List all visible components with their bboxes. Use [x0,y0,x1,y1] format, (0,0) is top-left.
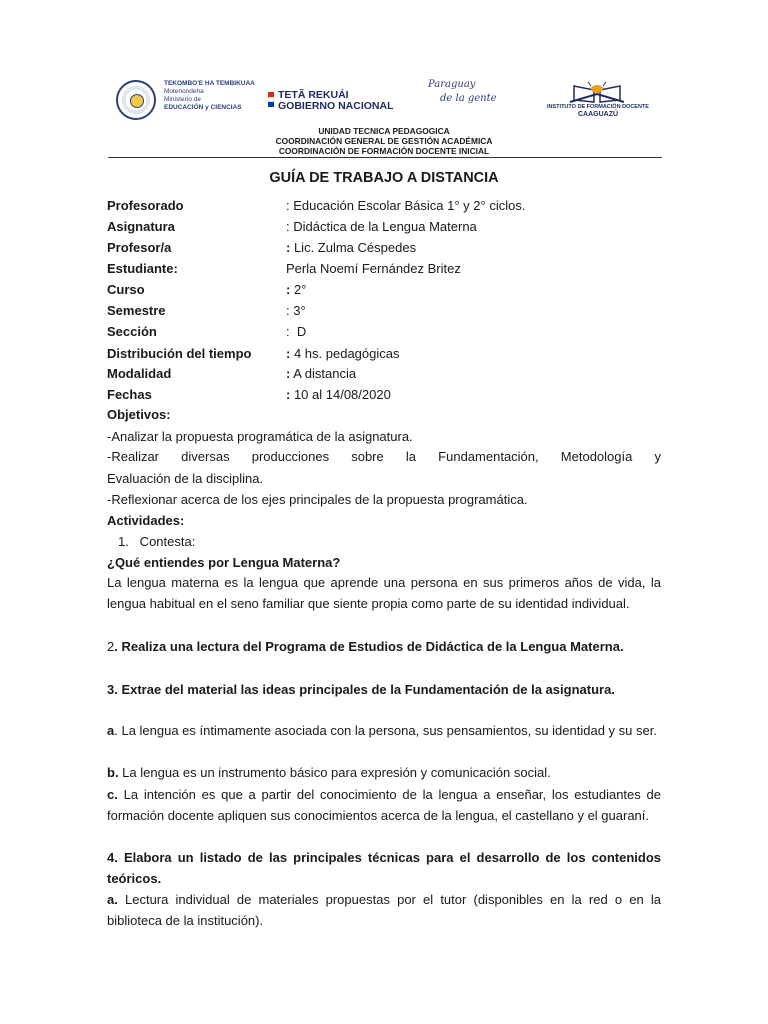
answer-4a [107,889,661,931]
mec-line-3: Ministerio de [164,96,201,103]
field-value-text: 4 hs. pedagógicas [290,346,400,361]
inst-line-1: INSTITUTO DE FORMACIÓN DOCENTE [547,104,649,110]
field-value-text: 10 al 14/08/2020 [290,387,391,402]
answer-3b [107,762,661,783]
field-label-estudiante: Estudiante: [107,261,178,276]
answer-text: . La lengua es íntimamente asociada con la persona, sus pensamientos, su identidad y su ser. [114,723,657,738]
gov-line-1: TETÃ REKUÁI [278,89,349,101]
field-label-distribucion: Distribución del tiempo [107,346,252,361]
actividad-item: 1. Contesta: [118,534,196,549]
mec-logo [164,80,255,112]
field-label-profesor: Profesor/a [107,240,172,255]
question-1: ¿Qué entiendes por Lengua Materna? [107,555,341,570]
field-colon: : [286,240,291,255]
answer-text: La intención es que a partir del conocimiento de la lengua a enseñar, los estudiantes de formación docente apliquen sus conocimientos acerca de la lengua, el castellano y el guaraní. [107,787,661,823]
question-2 [107,636,661,657]
field-value-asignatura: : Didáctica de la Lengua Materna [286,219,477,234]
field-colon: : [286,346,291,361]
objetivos-heading: Objetivos: [107,407,171,422]
field-label-asignatura: Asignatura [107,219,175,234]
field-value-text: Lic. Zulma Céspedes [290,240,417,255]
question-4-text: 4. Elabora un listado de las principales técnicas para el desarrollo de los contenidos teóricos. [107,850,661,886]
flag-icon [268,92,274,107]
national-seal-icon [116,80,156,120]
header-divider [108,157,662,158]
institute-name [534,104,662,118]
objetivo-item: -Analizar la propuesta programática de la asignatura. [107,429,413,444]
field-value-fechas [286,386,391,403]
field-value-modalidad [286,365,356,382]
unit-heading [108,126,660,156]
answer-mark: c. [107,787,118,802]
unit-line-2: COORDINACIÓN GENERAL DE GESTIÓN ACADÉMICA [275,136,493,146]
field-label-profesorado: Profesorado [107,198,184,213]
paraguay-logo [428,78,497,106]
field-value-text: A distancia [290,366,357,381]
mec-line-2: Motenondeha [164,88,204,95]
gov-line-2: GOBIERNO NACIONAL [278,100,394,112]
field-value-curso [286,281,306,298]
objetivo-item: -Realizar diversas producciones sobre la Fundamentación, Metodología y [107,449,661,464]
field-colon: : [286,366,291,381]
field-label-fechas: Fechas [107,387,152,402]
question-2-text: . Realiza una lectura del Programa de Estudios de Didáctica de la Lengua Materna. [114,639,624,654]
objetivo-item: Evaluación de la disciplina. [107,471,264,486]
answer-text: Lectura individual de materiales propuestas por el tutor (disponibles en la red o en la biblioteca de la institución). [107,892,661,928]
field-label-seccion: Sección [107,324,157,339]
field-value-profesorado: : Educación Escolar Básica 1° y 2° ciclos. [286,198,526,213]
answer-1: La lengua materna es la lengua que aprende una persona en sus primeros años de vida, la lengua habitual en el seno familiar que siente propia como parte de su identidad individual. [107,575,661,611]
field-label-semestre: Semestre [107,303,166,318]
inst-line-2: CAAGUAZÚ [577,111,619,118]
mec-line-4: EDUCACIÓN y CIENCIAS [164,104,242,111]
answer-3c [107,784,661,826]
actividades-heading: Actividades: [107,513,185,528]
question-3 [107,679,661,700]
unit-line-1: UNIDAD TECNICA PEDAGOGICA [318,126,450,136]
question-2-number: 2 [107,639,115,654]
answer-mark: a. [107,892,118,907]
objetivo-item: -Reflexionar acerca de los ejes principales de la propuesta programática. [107,492,528,507]
slogan-line-1: Paraguay [428,79,476,90]
gobierno-logo [278,90,394,112]
document-title: GUÍA DE TRABAJO A DISTANCIA [269,170,499,186]
field-value-semestre: : 3° [286,303,306,318]
answer-mark: a [107,723,115,738]
field-value-estudiante: Perla Noemí Fernández Britez [286,261,461,276]
answer-text: La lengua es un instrumento básico para expresión y comunicación social. [118,765,551,780]
answer-3a [107,720,661,741]
field-colon: : [286,387,291,402]
institute-logo-icon [566,80,628,106]
field-label-curso: Curso [107,282,145,297]
field-value-distribucion [286,345,399,362]
field-value-text: 2° [290,282,307,297]
answer-mark: b. [107,765,119,780]
field-label-modalidad: Modalidad [107,366,172,381]
field-colon: : [286,282,291,297]
slogan-line-2: de la gente [440,93,497,104]
question-4 [107,847,661,889]
question-3-text: 3. Extrae del material las ideas principales de la Fundamentación de la asignatura. [107,682,615,697]
field-value-profesor [286,239,416,256]
field-value-seccion: : D [286,324,307,339]
mec-line-1: TEKOMBO'E HA TEMBIKUAA [164,80,255,87]
unit-line-3: COORDINACIÓN DE FORMACIÓN DOCENTE INICIAL [278,146,490,156]
header-logos [114,78,662,128]
